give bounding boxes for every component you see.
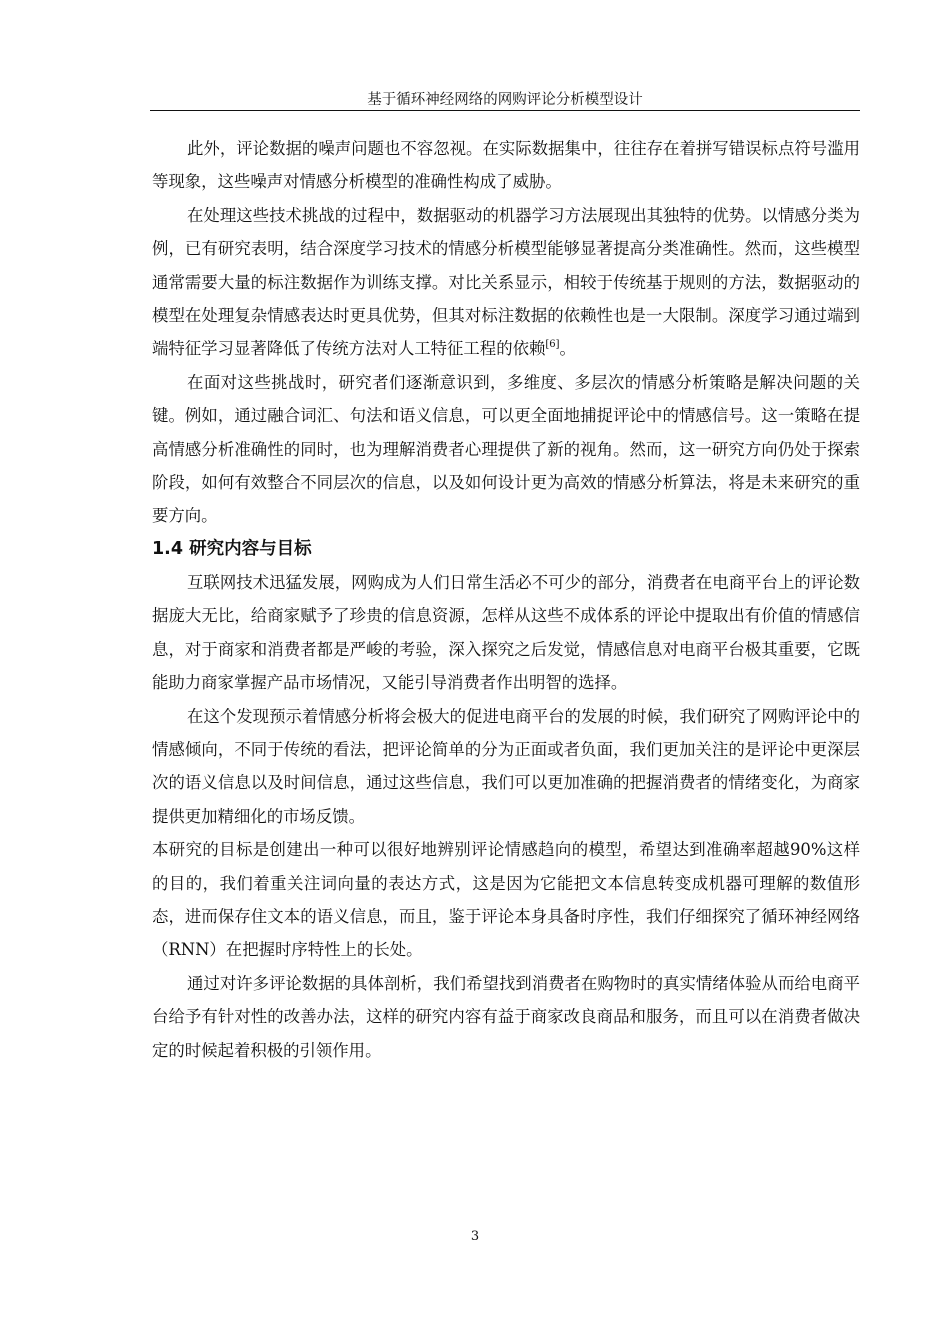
paragraph: 通过对许多评论数据的具体剖析，我们希望找到消费者在购物时的真实情绪体验从而给电商平台给予有针对性的改善办法，这样的研究内容有益于商家改良商品和服务，而且可以在消费者做决定的时候起着积极的引领作用。	[152, 973, 860, 1060]
paragraph: 在这个发现预示着情感分析将会极大的促进电商平台的发展的时候，我们研究了网购评论中的情感倾向，不同于传统的看法，把评论简单的分为正面或者负面，我们更加关注的是评论中更深层次的语义信息以及时间信息，通过这些信息，我们可以更加准确的把握消费者的情绪变化，为商家提供更加精细化的市场反馈。	[152, 706, 860, 826]
paragraph-tail: 。	[559, 339, 576, 359]
section-heading: 1.4 研究内容与目标	[152, 538, 312, 559]
page-number: 3	[470, 1229, 480, 1244]
running-header: 基于循环神经网络的网购评论分析模型设计	[367, 92, 643, 108]
paragraph: 在面对这些挑战时，研究者们逐渐意识到，多维度、多层次的情感分析策略是解决问题的关键。例如，通过融合词汇、句法和语义信息，可以更全面地捕捉评论中的情感信号。这一策略在提高情感分析准确性的同时，也为理解消费者心理提供了新的视角。然而，这一研究方向仍处于探索阶段，如何有效整合不同层次的信息，以及如何设计更为高效的情感分析算法，将是未来研究的重要方向。	[152, 372, 860, 526]
paragraph	[152, 199, 860, 366]
citation: [6]	[545, 339, 560, 351]
paragraph: 此外，评论数据的噪声问题也不容忽视。在实际数据集中，往往存在着拼写错误标点符号滥用等现象，这些噪声对情感分析模型的准确性构成了威胁。	[152, 139, 860, 192]
paragraph: 本研究的目标是创建出一种可以很好地辨别评论情感趋向的模型，希望达到准确率超越90%这样的目的，我们着重关注词向量的表达方式，这是因为它能把文本信息转变成机器可理解的数值形态，进而保存住文本的语义信息，而且，鉴于评论本身具备时序性，我们仔细探究了循环神经网络（RNN）在把握时序特性上的长处。	[152, 840, 860, 960]
paragraph: 互联网技术迅猛发展，网购成为人们日常生活必不可少的部分，消费者在电商平台上的评论数据庞大无比，给商家赋予了珍贵的信息资源，怎样从这些不成体系的评论中提取出有价值的情感信息，对于商家和消费者都是严峻的考验，深入探究之后发觉，情感信息对电商平台极其重要，它既能助力商家掌握产品市场情况，又能引导消费者作出明智的选择。	[152, 572, 860, 693]
paragraph-text: 在处理这些技术挑战的过程中，数据驱动的机器学习方法展现出其独特的优势。以情感分类为例，已有研究表明，结合深度学习技术的情感分析模型能够显著提高分类准确性。然而，这些模型通常需要大量的标注数据作为训练支撑。对比关系显示，相较于传统基于规则的方法，数据驱动的模型在处理复杂情感表达时更具优势，但其对标注数据的依赖性也是一大限制。深度学习通过端到端特征学习显著降低了传统方法对人工特征工程的依赖	[152, 205, 860, 359]
body-text	[152, 132, 860, 1067]
header-rule	[150, 110, 860, 111]
